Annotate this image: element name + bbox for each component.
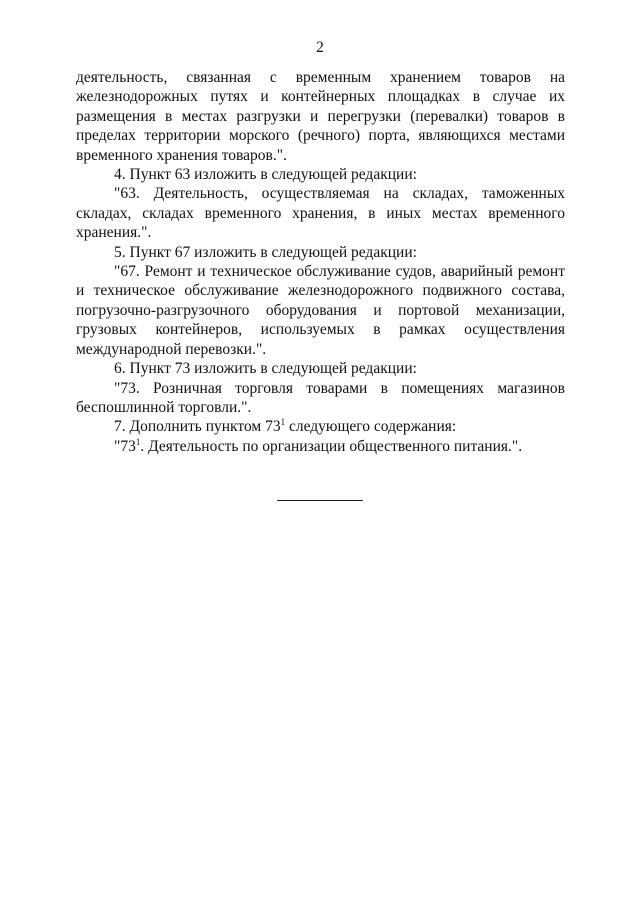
paragraph-item-7 xyxy=(76,417,565,436)
page-number: 2 xyxy=(316,39,324,56)
point-73-1-text-after: . Деятельность по организации общественного питания.". xyxy=(140,437,523,455)
paragraph-point-67: "67. Ремонт и техническое обслуживание судов, аварийный ремонт и техническое обслуживание железнодорожного подвижного состава, погрузочно-разгрузочного оборудования и портовой механизации, грузовых контейнеров, используемых в рамках осуществления международной перевозки.". xyxy=(76,263,565,358)
paragraph-point-63: "63. Деятельность, осуществляемая на складах, таможенных складах, складах временного хранения, в иных местах временного хранения.". xyxy=(76,185,565,242)
paragraph-point-73: "73. Розничная торговля товарами в помещениях магазинов беспошлинной торговли.". xyxy=(76,379,565,416)
item-7-text-before: 7. Дополнить пунктом 73 xyxy=(114,418,281,436)
document-body xyxy=(76,68,565,456)
item-7-text-after: следующего содержания: xyxy=(285,418,457,436)
end-divider-line xyxy=(277,500,363,501)
paragraph-item-6: 6. Пункт 73 изложить в следующей редакции: xyxy=(114,360,417,378)
point-73-1-superscript: 1 xyxy=(135,436,141,447)
paragraph-item-4: 4. Пункт 63 изложить в следующей редакции: xyxy=(114,166,417,184)
paragraph-continuation: деятельность, связанная с временным хранением товаров на железнодорожных путях и контейнерных площадках в случае их размещения в местах разгрузки и перегрузки (перевалки) товаров в пределах территории морского (речного) порта, являющихся местами временного хранения товаров.". xyxy=(76,69,565,164)
item-7-superscript: 1 xyxy=(280,417,286,428)
paragraph-point-73-1 xyxy=(76,437,565,456)
paragraph-item-5: 5. Пункт 67 изложить в следующей редакции: xyxy=(114,243,417,261)
point-73-1-text-before: "73 xyxy=(114,437,136,455)
